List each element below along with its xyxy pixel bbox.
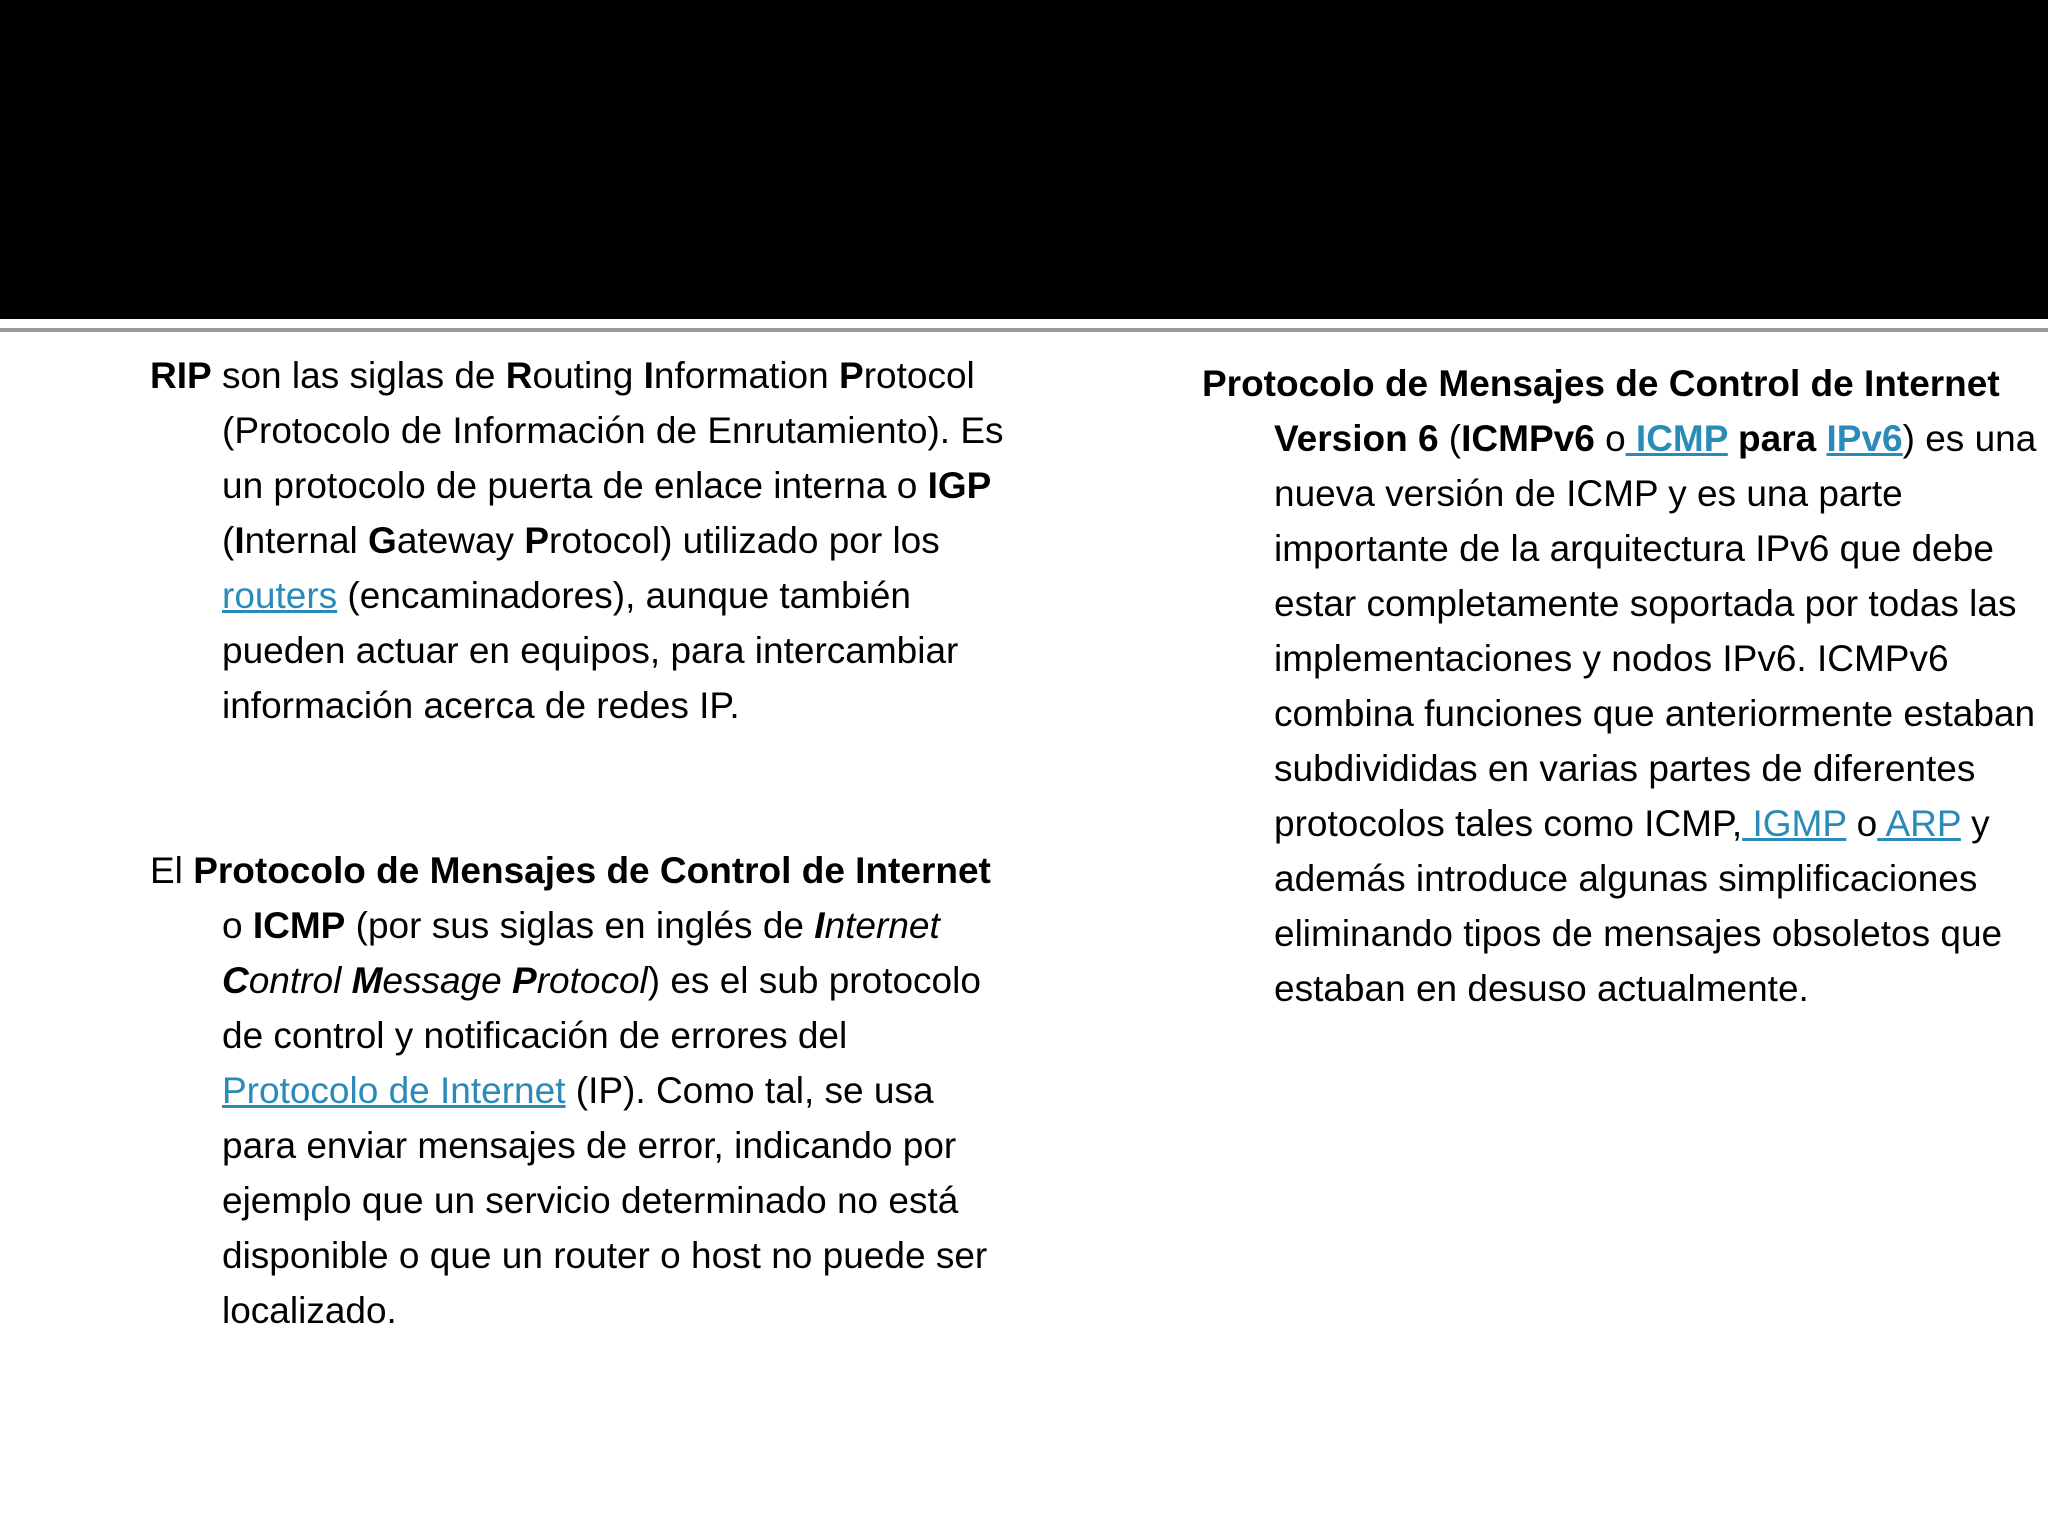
icmp-text-4: nternet [824,905,940,946]
icmp-full-name: Protocolo de Mensajes de Control de Internet [193,850,991,891]
icmp-initial-i: I [814,905,825,946]
icmp-text-1: El [150,850,194,891]
rip-text-3: nformation [653,355,839,396]
rule-gap [0,319,2048,328]
icmpv6-text-5: y además introduce algunas simplificaciones eliminando tipos de mensajes obsoletos que estaban en desuso actualmente. [1274,803,2003,1009]
rip-text-7: ateway [396,520,525,561]
rip-text-4: rotocol (Protocolo de Información de Enrutamiento). Es un protocolo de puerta de enlace interna o [222,355,1004,506]
rip-text-5: ( [222,520,235,561]
icmp-text-9: (IP). Como tal, se usa para enviar mensajes de error, indicando por ejemplo que un servicio determinado no está disponible o que un router o host no puede ser localizado. [222,1070,988,1331]
icmp-text-8: ) es el sub protocolo de control y notificación de errores del [222,960,981,1056]
icmp-text-5: ontrol [248,960,352,1001]
icmp-initial-m: M [351,960,383,1001]
rip-text-8: rotocol) utilizado por los [549,520,940,561]
igp-initial-i: I [234,520,245,561]
igp-initial-g: G [368,520,397,561]
arp-link[interactable]: ARP [1877,803,1961,844]
igp-initial-p: P [524,520,550,561]
icmpv6-term: ICMPv6 [1461,418,1595,459]
icmp-term: ICMP [252,905,346,946]
routers-link[interactable]: routers [222,575,338,616]
rip-text-9: (encaminadores), aunque también pueden actuar en equipos, para intercambiar información acerca de redes IP. [222,575,959,726]
icmp-text-6: essage [382,960,512,1001]
icmp-paragraph [150,843,1010,1338]
rip-initial-i: I [643,355,654,396]
title-band [0,0,2048,319]
icmpv6-text-1: ( [1438,418,1462,459]
icmp-initial-p: P [512,960,537,1001]
icmpv6-para-word: para [1727,418,1817,459]
icmp-initial-c: C [222,960,249,1001]
left-column [150,348,1010,1338]
icmp-text-7: rotocol [536,960,648,1001]
rip-text-6: nternal [244,520,369,561]
icmpv6-full-name: Protocolo de Mensajes de Control de Internet Version 6 [1202,363,2000,459]
rip-initial-r: R [505,355,533,396]
icmp-link[interactable]: ICMP [1625,418,1728,459]
igp-term: IGP [927,465,992,506]
icmpv6-text-3: ) es una nueva versión de ICMP y es una parte importante de la arquitectura IPv6 que debe estar completamente soportada por todas las implementaciones y nodos IPv6. ICMPv6 combina funciones que anteriormente estaban subdivididas en varias partes de diferentes protocolos tales como ICMP, [1274,418,2037,844]
rip-text-2: outing [532,355,644,396]
icmp-text-3: (por sus siglas en inglés de [345,905,815,946]
icmpv6-paragraph [1202,356,2042,1016]
icmp-text-2: o [222,905,253,946]
rip-paragraph [150,348,1010,733]
rip-term: RIP [150,355,212,396]
right-column [1202,356,2042,1016]
igmp-link[interactable]: IGMP [1742,803,1847,844]
icmpv6-text-4: o [1846,803,1878,844]
divider-rule [0,328,2048,332]
icmpv6-space [1816,418,1826,459]
icmpv6-text-2: o [1594,418,1626,459]
rip-text-1: son las siglas de [211,355,506,396]
ipv6-link[interactable]: IPv6 [1826,418,1903,459]
rip-initial-p: P [839,355,864,396]
protocolo-de-internet-link[interactable]: Protocolo de Internet [222,1070,566,1111]
